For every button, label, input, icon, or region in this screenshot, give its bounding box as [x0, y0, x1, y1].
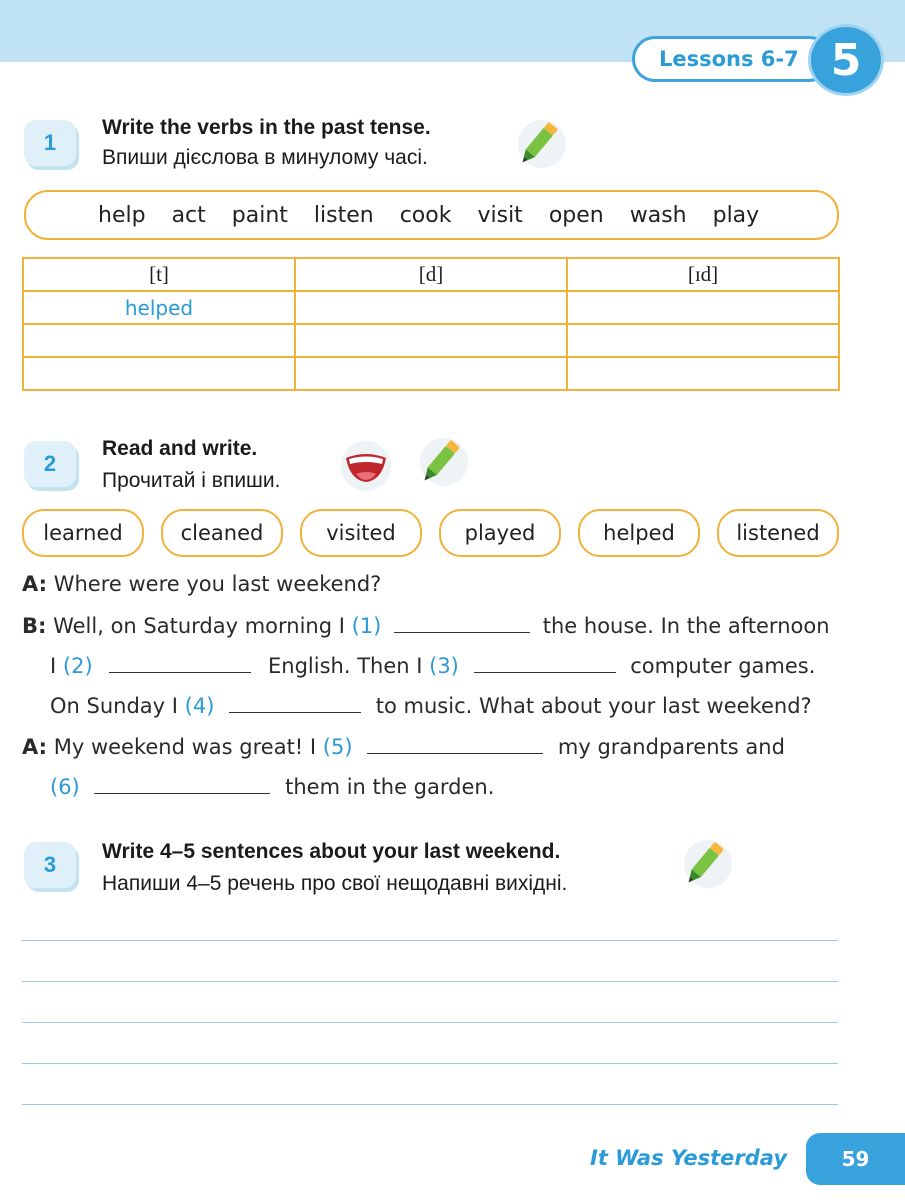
gap-number: (4) [184, 694, 215, 718]
answer-blank[interactable] [474, 654, 616, 673]
dialogue-line-6 [50, 775, 494, 799]
exercise-2-number: 2 [24, 441, 76, 487]
table-cell[interactable] [23, 357, 295, 390]
dialogue-line-4 [50, 694, 812, 718]
word-chip: learned [22, 509, 144, 557]
word-chip: cleaned [161, 509, 283, 557]
dialogue-line-3 [50, 654, 815, 678]
exercise-2-title: Read and write. [102, 437, 258, 460]
sound-table [22, 257, 840, 391]
answer-blank[interactable] [229, 694, 361, 713]
exercise-2-subtitle: Прочитай і впиши. [102, 469, 281, 492]
exercise-3-subtitle: Напиши 4–5 речень про свої нещодавні вихідні. [102, 872, 568, 895]
dialogue-text: I [50, 654, 57, 678]
gap-number: (6) [50, 775, 80, 799]
table-cell[interactable] [295, 291, 567, 324]
word-bank-item: wash [629, 202, 687, 228]
dialogue-text: the house. In the afternoon [542, 614, 830, 638]
unit-number-badge: 5 [808, 24, 884, 96]
lesson-label-pill [632, 36, 832, 82]
answer-blank[interactable] [94, 775, 270, 794]
table-cell[interactable] [23, 324, 295, 357]
writing-line[interactable] [22, 1104, 838, 1105]
table-cell[interactable] [295, 357, 567, 390]
dialogue-text: Well, on Saturday morning I [53, 614, 345, 638]
word-bank-item: open [548, 202, 604, 228]
column-header: [t] [23, 258, 295, 291]
column-header: [d] [295, 258, 567, 291]
dialogue-text: my grandparents and [557, 735, 785, 759]
exercise-3-number: 3 [24, 842, 76, 888]
word-chip: listened [717, 509, 839, 557]
dialogue-text: On Sunday I [50, 694, 178, 718]
answer-blank[interactable] [394, 614, 530, 633]
exercise-3-title: Write 4–5 sentences about your last weekend. [102, 840, 561, 863]
word-bank-item: play [712, 202, 760, 228]
writing-line[interactable] [22, 1063, 838, 1064]
dialogue-text: Where were you last weekend? [53, 572, 382, 596]
word-bank [24, 190, 839, 240]
answer-blank[interactable] [367, 735, 543, 754]
writing-line[interactable] [22, 1022, 838, 1023]
table-cell[interactable] [567, 291, 839, 324]
dialogue-text: to music. What about your last weekend? [375, 694, 812, 718]
gap-number: (5) [322, 735, 353, 759]
word-bank-item: help [98, 202, 146, 228]
table-row [23, 357, 839, 390]
exercise-1-subtitle: Впиши дієслова в минулому часі. [102, 146, 428, 169]
dialogue-text: them in the garden. [285, 775, 495, 799]
exercise-1-title: Write the verbs in the past tense. [102, 116, 431, 139]
table-cell[interactable] [295, 324, 567, 357]
dialogue-line-5 [22, 735, 785, 759]
word-bank-item: visit [477, 202, 523, 228]
pencil-icon [412, 434, 468, 490]
word-bank-item: act [171, 202, 206, 228]
word-chip: helped [578, 509, 700, 557]
dialogue-line-1 [22, 572, 381, 596]
word-bank-item: listen [313, 202, 374, 228]
table-cell[interactable] [567, 324, 839, 357]
dialogue-text: English. Then I [268, 654, 423, 678]
column-header: [ɪd] [567, 258, 839, 291]
unit-title: It Was Yesterday [590, 1146, 788, 1170]
word-chip: visited [300, 509, 422, 557]
writing-line[interactable] [22, 940, 838, 941]
dialogue-line-2 [22, 614, 830, 638]
exercise-1-number: 1 [24, 120, 76, 166]
word-bank-item: paint [231, 202, 288, 228]
answer-blank[interactable] [109, 654, 251, 673]
lesson-label: Lessons 6-7 [659, 47, 799, 71]
gap-number: (2) [62, 654, 93, 678]
table-cell[interactable]: helped [23, 291, 295, 324]
speaking-mouth-icon [338, 440, 394, 492]
speaker-label: A: [22, 572, 48, 596]
dialogue-text: My weekend was great! I [53, 735, 317, 759]
table-cell[interactable] [567, 357, 839, 390]
table-row [23, 324, 839, 357]
dialogue-text: computer games. [630, 654, 816, 678]
page-number: 59 [806, 1133, 905, 1185]
table-row [23, 291, 839, 324]
pencil-icon [676, 836, 732, 892]
pencil-icon [510, 116, 566, 172]
gap-number: (3) [429, 654, 459, 678]
word-chip: played [439, 509, 561, 557]
table-header-row [23, 258, 839, 291]
speaker-label: B: [22, 614, 47, 638]
answer-word-chips [22, 509, 840, 559]
speaker-label: A: [22, 735, 48, 759]
gap-number: (1) [351, 614, 382, 638]
word-bank-item: cook [399, 202, 452, 228]
writing-line[interactable] [22, 981, 838, 982]
